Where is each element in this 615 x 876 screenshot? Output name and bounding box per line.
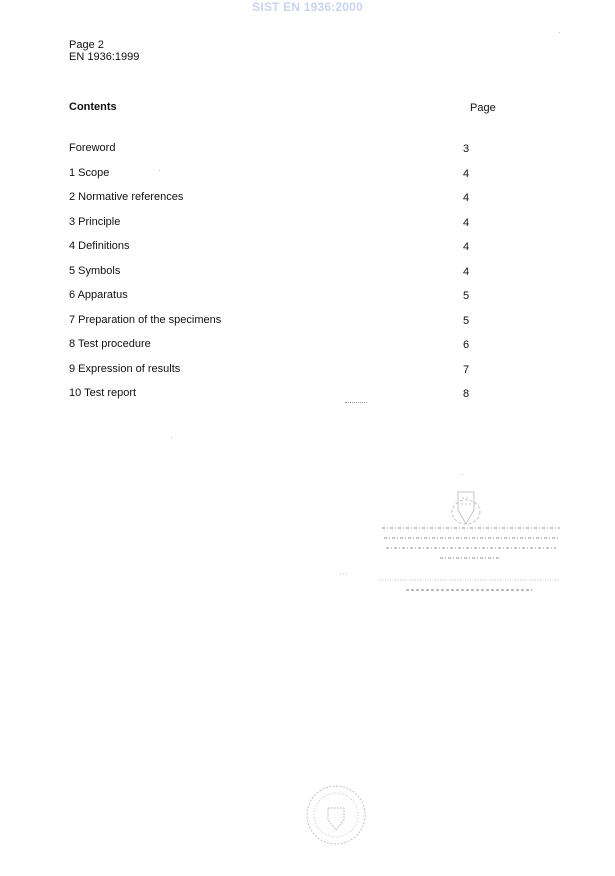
scan-speck bbox=[462, 474, 463, 475]
toc-entry bbox=[69, 216, 489, 241]
toc-entry-page: 4 bbox=[463, 192, 470, 204]
toc-entry bbox=[69, 240, 489, 265]
toc-entry-page: 8 bbox=[463, 388, 470, 400]
toc-entry-title: 8 Test procedure bbox=[69, 338, 151, 350]
toc-entry-page: 5 bbox=[463, 290, 470, 302]
toc-entry bbox=[69, 191, 489, 216]
toc-entry-title: 4 Definitions bbox=[69, 240, 130, 252]
page-number-label: Page 2 bbox=[69, 39, 104, 51]
toc-entry-page: 4 bbox=[463, 216, 470, 229]
toc-entry-page: 5 bbox=[463, 314, 470, 327]
toc-entry-page: 4 bbox=[463, 265, 470, 278]
toc-entry bbox=[69, 167, 489, 192]
toc-entry-page: 4 bbox=[463, 167, 470, 180]
toc-entry bbox=[69, 387, 489, 412]
toc-entry-title: 2 Normative references bbox=[69, 191, 184, 203]
watermark-text: SIST EN 1936:2000 bbox=[252, 0, 363, 14]
toc-entry-page: 7 bbox=[463, 363, 470, 376]
toc-entry bbox=[69, 142, 489, 167]
toc-entry bbox=[69, 289, 489, 314]
toc-entry-title: 9 Expression of results bbox=[69, 362, 181, 375]
toc-entry-title: 7 Preparation of the specimens bbox=[69, 313, 222, 326]
round-seal bbox=[300, 782, 372, 848]
toc-entry-page: 3 bbox=[463, 143, 470, 155]
page-header bbox=[69, 39, 139, 63]
page-column-heading: Page bbox=[470, 102, 496, 114]
toc-entry-title: 1 Scope bbox=[69, 166, 110, 179]
scan-speck bbox=[171, 437, 172, 438]
toc-entry bbox=[69, 363, 489, 388]
standard-identifier: EN 1936:1999 bbox=[69, 51, 140, 63]
dotted-divider bbox=[345, 402, 367, 403]
toc-entry bbox=[69, 265, 489, 290]
toc-entry-page: 6 bbox=[463, 339, 470, 351]
scan-speck bbox=[159, 170, 160, 171]
toc-entry-title: 6 Apparatus bbox=[69, 289, 128, 301]
table-of-contents bbox=[69, 142, 489, 412]
toc-entry-title: 5 Symbols bbox=[69, 264, 121, 277]
toc-entry-page: 4 bbox=[463, 241, 470, 253]
toc-entry bbox=[69, 314, 489, 339]
toc-entry-title: 3 Principle bbox=[69, 215, 121, 228]
official-stamp bbox=[340, 488, 570, 608]
contents-heading: Contents bbox=[69, 101, 117, 113]
toc-entry bbox=[69, 338, 489, 363]
toc-entry-title: Foreword bbox=[69, 142, 116, 154]
scan-speck bbox=[559, 32, 560, 33]
toc-entry-title: 10 Test report bbox=[69, 387, 137, 399]
